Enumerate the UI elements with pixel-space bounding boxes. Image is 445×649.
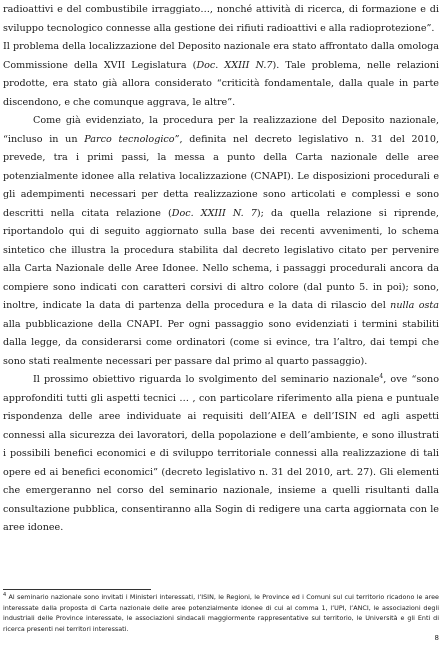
footnote (3, 592, 439, 634)
italic-text: Doc. XXIII N. 7 (171, 207, 257, 219)
italic-text: nulla osta (390, 300, 440, 311)
text-run: Come già evidenziato, la procedura per la realizzazione del Deposito nazionale, “incluso in un (3, 115, 439, 145)
text-run: ). Tale problema, nelle relazioni prodotte, era stato già allora considerato “criticità fondamentale, dalla quale in parte discendono, e che comunque aggrava, le altre”. (3, 59, 439, 108)
italic-text: Doc. XXIII N.7 (196, 59, 273, 71)
text-run: , ove “sono approfonditi tutti gli aspetti tecnici … , con particolare riferimento alla piena e puntuale rispondenza delle aree individuate ai requisiti dell’AIEA e dell’ISIN ed agli aspetti connessi alla sicurezza dei lavoratori, della popolazione e dell’ambiente, e sono illustrati i possibili benefici economici e di sviluppo territoriale connessi alla realizzazione di tali opere ed ai benefici economici” (decreto legislativo n. 31 del 2010, art. 27). Gli elementi che emergeranno nel corso del seminario nazionale, insieme a quelli risultanti dalla consultazione pubblica, consentiranno alla Sogin di redigere una carta aggiornata con le aree idonee. (3, 374, 439, 533)
text-run: ); da quella relazione si riprende, riportandolo qui di seguito aggiornato sulla base dei recenti avvenimenti, lo schema sintetico che illustra la procedura stabilita dal decreto legislativo citato per pervenire alla Carta Nazionale delle Aree Idonee. Nello schema, i passaggi procedurali ancora da compiere sono indicati con caratteri corsivi di altro colore (dal punto 5. in poi); sono, inoltre, indicate la data di partenza della procedura e la data di rilascio del (3, 207, 439, 311)
footnote-text: Al seminario nazionale sono invitati i Ministeri interessati, l’ISIN, le Regioni, le Province ed i Comuni sul cui territorio ricadono le aree interessate dalla proposta di Carta nazionale delle aree potenzialmente idonee di cui al comma 1, l’UPI, l’ANCI, le associazioni degli industriali delle Province interessate, le associazioni sindacali maggiormente rappresentative sul territorio, le Università e gli Enti di ricerca presenti nei territori interessati. (3, 593, 439, 633)
text-run: Il prossimo obiettivo riguarda lo svolgimento del seminario nazionale (33, 374, 380, 385)
paragraph (3, 38, 439, 112)
paragraph (3, 1, 439, 38)
italic-text: Parco tecnologico (84, 133, 175, 145)
page-number: 8 (434, 634, 439, 642)
text-run: ”, definita nel decreto legislativo n. 31 del 2010, prevede, tra i primi passi, la messa a punto della Carta nazionale delle aree potenzialmente idonee alla relativa localizzazione (CNAPI). Le disposizioni procedurali e gli adempimenti necessari per detta realizzazione sono articolati e complessi e sono descritti nella citata relazione ( (3, 133, 439, 219)
body-text (3, 1, 439, 538)
footnote-reference: 4 (379, 372, 384, 380)
text-run: radioattivi e del combustibile irraggiato…, nonché attività di ricerca, di formazione e di sviluppo tecnologico connesse alla gestione dei rifiuti radioattivi e alla radioprotezione”. (3, 4, 439, 34)
text-run: alla pubblicazione della CNAPI. Per ogni passaggio sono evidenziati i termini stabiliti dalla legge, da considerarsi come ordinatori (come si evince, tra l’altro, dai tempi che sono stati realmente necessari per passare dal primo al quarto passaggio). (3, 318, 439, 367)
paragraph (3, 371, 439, 538)
paragraph (3, 112, 439, 371)
footnote-separator (3, 589, 151, 590)
text-run: Il problema della localizzazione del Deposito nazionale era stato affrontato dalla omologa Commissione della XVII Legislatura ( (3, 41, 439, 71)
footnote-marker: 4 (3, 591, 7, 598)
